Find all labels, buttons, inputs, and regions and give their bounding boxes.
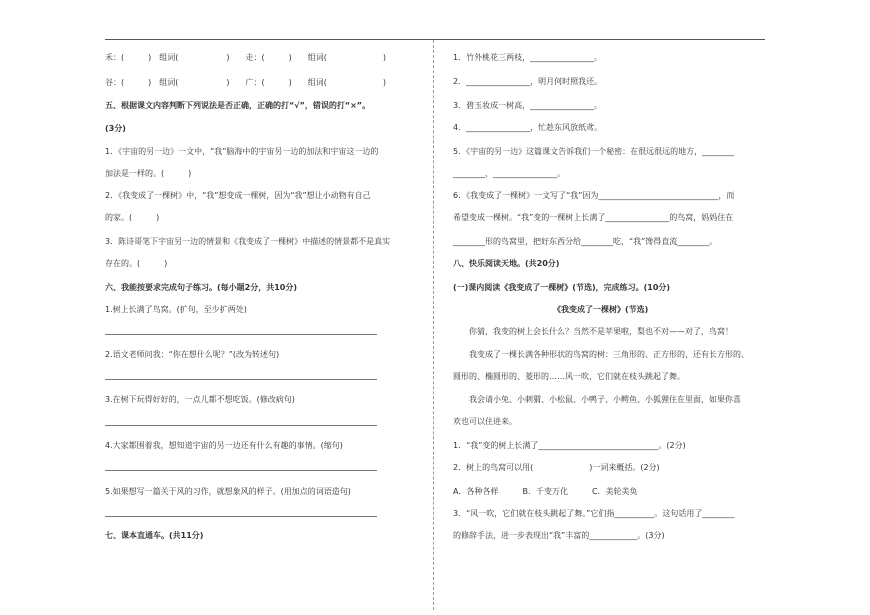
q5-1-line-a: 1．《宇宙的另一边》一文中，“我”脑海中的宇宙另一边的加法和宇宙这一边的 [105, 147, 379, 156]
reading-q2: 2．树上的鸟窝可以用( )一词来概括。(2分) [453, 463, 660, 472]
q5-1-line-b: 加法是一样的。( ) [105, 169, 192, 178]
passage-paragraph-3-line-a: 我会请小兔、小刺猬、小松鼠、小鸭子、小鳄鱼、小狐狸住在里面，如果你喜 [469, 395, 741, 404]
answer-line-q6-3[interactable] [105, 425, 377, 426]
fill-q5-line-a: 5．《宇宙的另一边》这篇课文告诉我们一个秘密：在很远很远的地方，________ [453, 147, 735, 156]
subsection-1-title: (一)课内阅读《我变成了一棵树》(节选)，完成练习。(10分) [453, 283, 671, 292]
reading-q1: 1．“我”变的树上长满了______________________________。(2分) [453, 441, 686, 450]
answer-line-q6-4[interactable] [105, 470, 377, 471]
q6-2: 2.语文老师问我：“你在想什么呢？”(改为转述句) [105, 350, 280, 359]
reading-q3-line-b: 的修辞手法，进一步表现出“我”丰富的____________。(3分) [453, 531, 665, 540]
q6-1: 1.树上长满了鸟窝。(扩句，至少扩两处) [105, 305, 247, 314]
reading-q2-options: A．各种各样 B．千变万化 C．美轮美奂 [453, 487, 638, 496]
word-row-2: 谷：( ) 组词( ) 广：( ) 组词( ) [105, 78, 386, 87]
passage-paragraph-1: 你猜，我变的树上会长什么？当然不是苹果啦，梨也不对——对了，鸟窝！ [469, 327, 733, 336]
answer-line-q6-1[interactable] [105, 334, 377, 335]
poem-q1: 1．竹外桃花三两枝，________________。 [453, 53, 603, 62]
passage-title: 《我变成了一棵树》(节选) [553, 305, 649, 314]
poem-q2: 2．________________，明月何时照我还。 [453, 77, 603, 86]
poem-q3: 3．碧玉妆成一树高，________________。 [453, 101, 603, 110]
fill-q6-line-a: 6．《我变成了一棵树》一文写了“我”因为______________________________，而 [453, 191, 735, 200]
poem-q4: 4．________________，忙趁东风放纸鸢。 [453, 123, 603, 132]
section-5-title: 五、根据课文内容判断下列说法是否正确，正确的打“√”，错误的打“×”。 [105, 101, 371, 110]
answer-line-q6-5[interactable] [105, 516, 377, 517]
answer-line-q6-2[interactable] [105, 379, 377, 380]
q5-3-line-b: 存在的。( ) [105, 259, 168, 268]
reading-q3-line-a: 3．“风一吹，它们就在枝头跳起了舞。”它们指__________。这句话用了________ [453, 509, 735, 518]
section-5-score: (3分) [105, 124, 126, 133]
top-rule [105, 39, 765, 40]
q6-5: 5.如果想写一篇关于风的习作，就想象风的样子。(用加点的词语造句) [105, 487, 351, 496]
q5-3-line-a: 3．陈诗哥笔下宇宙另一边的情景和《我变成了一棵树》中描述的情景都不是真实 [105, 237, 391, 246]
section-8-title: 八、快乐阅读天地。(共20分) [453, 259, 560, 268]
word-row-1: 禾：( ) 组词( ) 走：( ) 组词( ) [105, 53, 386, 62]
fill-q6-line-b: 希望变成一棵树。“我”变的一棵树上长满了________________的鸟窝，妈妈住在 [453, 213, 734, 222]
passage-paragraph-2-line-a: 我变成了一棵长满各种形状的鸟窝的树：三角形的、正方形的，还有长方形的、 [469, 350, 749, 359]
passage-paragraph-2-line-b: 圆形的、椭圆形的、菱形的……风一吹，它们就在枝头跳起了舞。 [453, 372, 685, 381]
q5-2-line-a: 2．《我变成了一棵树》中，“我”想变成一棵树，因为“我”想让小动物有自己 [105, 191, 371, 200]
fill-q6-line-c: ________形的鸟窝里，把好东西分给________吃，“我”馋得直流________。 [453, 237, 718, 246]
passage-paragraph-3-line-b: 欢也可以住进来。 [453, 417, 517, 426]
column-divider [433, 40, 434, 610]
q5-2-line-b: 的家。( ) [105, 213, 160, 222]
fill-q5-line-b: ________，________________。 [453, 169, 565, 178]
section-7-title: 七、课本直通车。(共11分) [105, 531, 204, 540]
q6-4: 4.大家都围着我，想知道宇宙的另一边还有什么有趣的事情。(缩句) [105, 441, 343, 450]
section-6-title: 六、我能按要求完成句子练习。(每小题2分，共10分) [105, 283, 298, 292]
q6-3: 3.在树下玩得好好的，一点儿都不想吃饭。(修改病句) [105, 395, 295, 404]
